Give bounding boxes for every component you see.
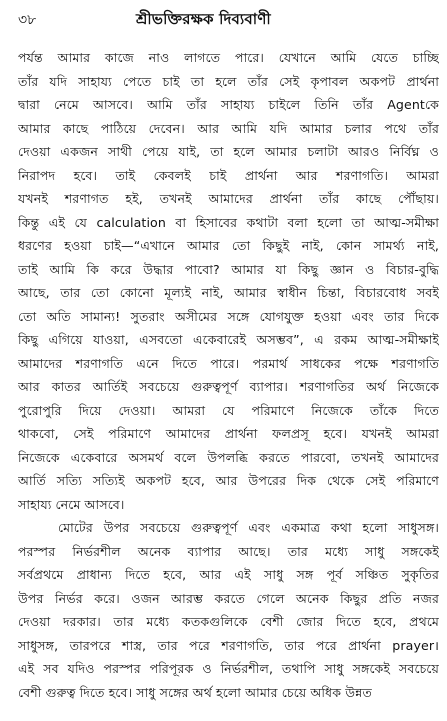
text-line: পর্যন্ত আমার কাজে নাও লাগতে পারে। যেখানে আমি যেতে চাচ্ছি xyxy=(18,50,439,65)
text-line: এই সব যদিও পরস্পর পরিপূরক ও নির্ভরশীল, তথাপি সাধু সঙ্গকেই সবচেয়ে xyxy=(18,661,439,676)
text-line: তাই আমি কি করে উদ্ধার পাবো? আমার যা কিছু জ্ঞান ও বিচার-বুদ্ধি xyxy=(18,261,439,277)
text-line: দ্বারা নেমে আসবে। আমি তাঁর সাহায্য চাইলে তিনি তাঁর Agentকে xyxy=(18,97,439,112)
text-line: নিরাপদ হবে। তাই কেবলই চাই প্রার্থনা আর শরণাগতি। আমরা xyxy=(18,167,439,183)
text-line: আর্তি সত্যি সত্যিই অকপট হবে, আর উপরের দিক থেকে সেই পরিমাণে xyxy=(18,473,439,488)
text-line: নিজেকে একেবারে অসমর্থ বলে উপলব্ধি করতে পারবো, তখনই আমাদের xyxy=(18,449,439,465)
text-line: সর্বপ্রথমে প্রাধান্য দিতে হবে, আর এই সাধু সঙ্গ পূর্ব সঞ্চিত সুকৃতির xyxy=(18,567,439,582)
text-line: দেওয়া দরকার। তার মধ্যে কতকগুলিকে বেশী জোর দিতে হবে, প্রথমে xyxy=(18,614,439,629)
text-line: তো অতি সামান্য! সুতরাং অসীমের সঙ্গে যোগযুক্ত হওয়া এবং তার দিকে xyxy=(18,308,439,324)
text-line: আমার কাছে পাঠিয়ে দেবেন। আর আমি যদি আমার চলার পথে তাঁর xyxy=(18,120,439,136)
page-number: ৩৮ xyxy=(18,12,37,28)
text-line: কিন্তু এই যে calculation বা হিসাবের কথাটা বলা হলো তা আত্ম-সমীক্ষা xyxy=(18,214,439,230)
text-line: সাধুসঙ্গ, তারপরে শাস্ত্র, তার পরে শরণাগতি, তার পরে প্রার্থনা prayer। xyxy=(18,637,439,653)
text-line: সাহায্য নেমে আসবে। xyxy=(18,496,125,512)
text-line: বেশী গুরুত্ব দিতে হবে। সাধু সঙ্গের অর্থ হলো আমার চেয়ে অধিক উন্নত xyxy=(18,684,372,700)
text-line: মোটের উপর সবচেয়ে গুরুত্বপূর্ণ এবং একমাত্র কথা হলো সাধুসঙ্গ। xyxy=(58,520,439,535)
paragraph xyxy=(18,46,439,516)
text-line: পুরোপুরি দিয়ে দেওয়া। আমরা যে পরিমাণে নিজেকে তাঁকে দিতে xyxy=(18,402,439,418)
text-line: উপর নির্ভর করে। ওজন আরম্ভ করতে গেলে অনেক কিছুর প্রতি নজর xyxy=(18,590,439,606)
text-line: থাকবো, সেই পরিমাণে আমাদের প্রার্থনা ফলপ্রসূ হবে। যখনই আমরা xyxy=(18,426,439,441)
running-head xyxy=(18,8,439,42)
body-text xyxy=(18,46,439,704)
text-line: তাঁর যদি সাহায্য পেতে চাই তা হলে তাঁর সেই কৃপাবল অকপট প্রার্থনা xyxy=(18,73,439,89)
text-line: আর কাতর আর্তিই সবচেয়ে গুরুত্বপূর্ণ ব্যাপার। শরণাগতির অর্থ নিজেকে xyxy=(18,379,439,394)
text-line: দেওয়া একজন সাথী পেয়ে যাই, তা হলে আমার চলাটা আরও নির্বিঘ্ন ও xyxy=(18,144,439,159)
text-line: যখনই শরণাগত হই, তখনই আমাদের প্রার্থনা তাঁর কাছে পৌঁছায়। xyxy=(18,191,439,206)
text-line: ধরণের হওয়া চাই—“এখানে আমার তো কিছুই নাই, কোন সামর্থ্য নাই, xyxy=(18,238,439,253)
book-title: শ্রীভক্তিরক্ষক দিব্যবাণী xyxy=(136,10,271,28)
text-line: পরস্পর নির্ভরশীল অনেক ব্যাপার আছে। তার মধ্যে সাধু সঙ্গকেই xyxy=(18,543,439,559)
text-line: কিছু এগিয়ে যাওয়া, এসবতো একেবারেই অসম্ভব”, এ রকম আত্ম-সমীক্ষাই xyxy=(18,332,439,347)
paragraph xyxy=(18,516,439,704)
text-line: আছে, তার তো কোনো মূল্যই নাই, আমার স্বাধীন চিন্তা, বিচারবোধ সবই xyxy=(18,285,439,300)
text-line: আমাদের শরণাগতি এনে দিতে পারে। পরমার্থ সাধকের পক্ষে শরণাগতি xyxy=(18,355,439,371)
